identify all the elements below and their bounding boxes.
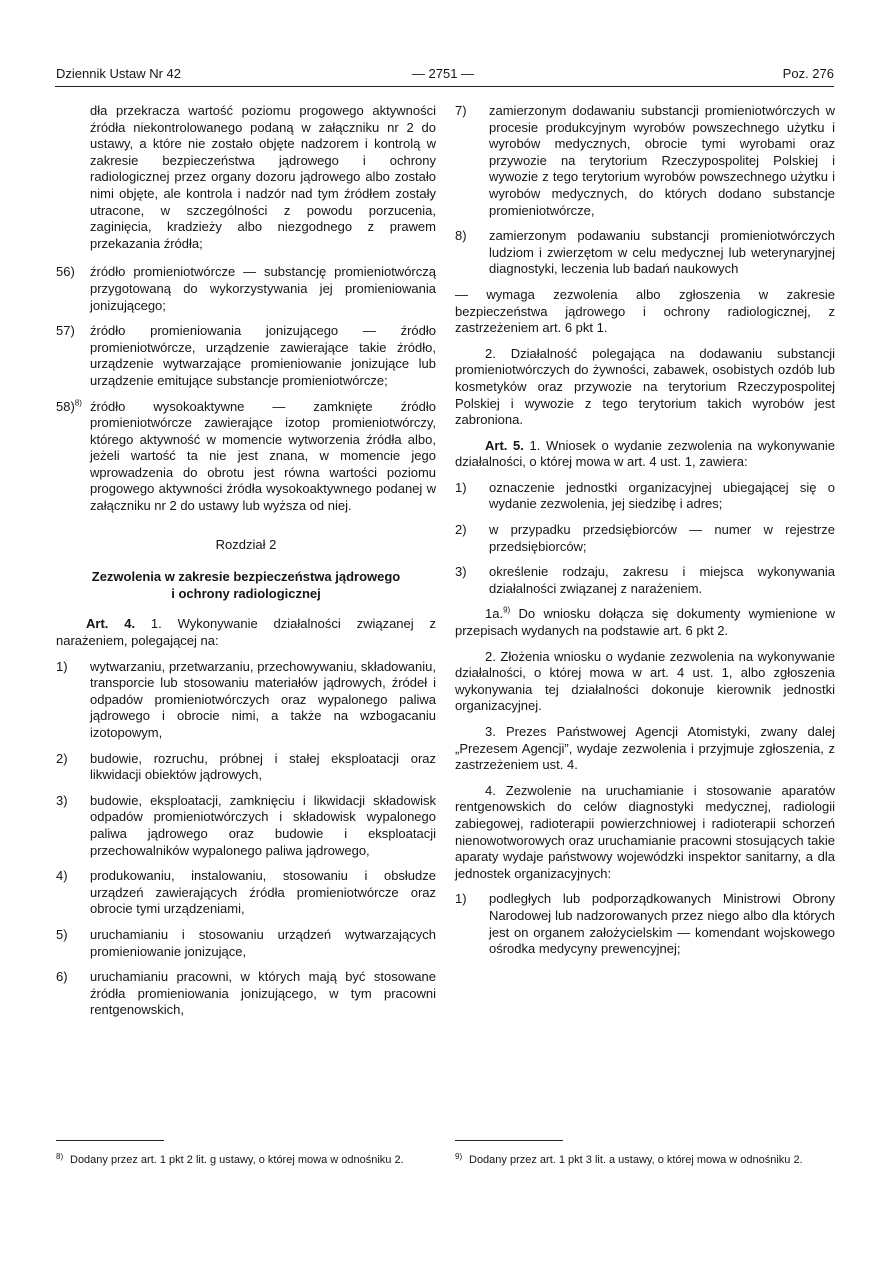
article-5-intro: Art. 5. 1. Wniosek o wydanie zezwolenia na wykonywanie działalności, o której mowa w art. 4 ust. 1, zawiera: bbox=[455, 437, 835, 470]
article-label: Art. 5. bbox=[485, 437, 524, 453]
chapter-label: Rozdział 2 bbox=[215, 536, 277, 552]
chapter-title-line-1: Zezwolenia w zakresie bezpieczeństwa jądrowego bbox=[91, 569, 401, 585]
footnote-rule bbox=[455, 1140, 563, 1141]
list-item: 4) produkowaniu, instalowaniu, stosowaniu i obsłudze urządzeń zawierających źródła promieniotwórcze oraz obrocie tymi urządzeniami, bbox=[56, 868, 436, 917]
article-5-paragraph-3: 3. Prezes Państwowej Agencji Atomistyki, zwany dalej „Prezesem Agencji”, wydaje zezwolenia i przyjmuje zgłoszenia, z zastrzeżeniem ust. 4. bbox=[455, 724, 835, 773]
list-item: 7) zamierzonym dodawaniu substancji promieniotwórczych w procesie produkcyjnym wyrobów powszechnego użytku i wyrobów medycznych, obrocie tymi wyrobami oraz przywozie na terytorium Rzeczypospolitej Polskiej i wywozie z tego terytorium wyrobów powszechnego użytku i wyrobów medycznych, do których dodano substancje promieniotwórcze, bbox=[455, 103, 835, 218]
article-4-paragraph-2: 2. Działalność polegająca na dodawaniu substancji promieniotwórczych do żywności, zabawek, osobistych ozdób lub kosmetyków oraz przywozie na terytorium Rzeczypospolitej Polskiej i wywozie z tego terytorium takich wyrobów jest zabroniona. bbox=[455, 345, 835, 428]
article-5-paragraph-2: 2. Złożenia wniosku o wydanie zezwolenia na wykonywanie działalności, o której mowa w art. 4 ust. 1, albo zgłoszenia wykonywania tej działalności dokonuje kierownik jednostki organizacyjnej. bbox=[455, 648, 835, 714]
definition-text: źródło wysokoaktywne — zamknięte źródło promieniotwórcze zawierające izotop promieniotwórczy, którego aktywność w momencie wytworzenia źródła albo, jeżeli wartość ta nie jest znana, w momencie jego wprowadzenia do obrotu jest równa wartości poziomu progowego aktywności źródła wysokoaktywnego podanej w załączniku nr 2 do ustawy lub wyższa od niej. bbox=[90, 398, 436, 514]
footnote-ref-8: 8) bbox=[74, 398, 82, 408]
chapter-title-line-2: i ochrony radiologicznej bbox=[171, 585, 321, 601]
definition-number: 56) bbox=[56, 264, 75, 280]
list-item: 1) wytwarzaniu, przetwarzaniu, przechowywaniu, składowaniu, transporcie lub stosowaniu materiałów jądrowych, źródeł i odpadów promieniotwórczych oraz wypalonego paliwa jądrowego i obrocie nimi, a także na wzbogacaniu izotopowym, bbox=[56, 658, 436, 740]
definition-56 bbox=[56, 264, 436, 314]
header-rule bbox=[55, 86, 834, 87]
definition-55-continuation: dła przekracza wartość poziomu progowego aktywności źródła niekontrolowanego podaną w załączniku nr 2 do ustawy, a które nie zostało objęte nadzorem i kontrolą w zakresie bezpieczeństwa jądrowego i ochrony radiologicznej przez organy dozoru jądrowego albo zostało nimi objęte, ale kontrola i nadzór nad tym źródłem zostały utracone, w szczególności z powodu porzucenia, zaginięcia, kradzieży albo niezgodnego z prawem przekazania źródła; bbox=[90, 103, 436, 251]
footnote-ref-9: 9) bbox=[503, 606, 511, 616]
position-number: Poz. 276 bbox=[782, 66, 834, 81]
list-item: 3) budowie, eksploatacji, zamknięciu i likwidacji składowisk odpadów promieniotwórczych i składowisk wypalonego paliwa jądrowego oraz budowie i eksploatacji przechowalników wypalonego paliwa jądrowego, bbox=[56, 792, 436, 858]
page-number: — 2751 — bbox=[411, 66, 475, 81]
list-item: 1) podległych lub podporządkowanych Ministrowi Obrony Narodowej lub nadzorowanych przez niego albo dla których jest on organem założycielskim — komendant wojskowego ośrodka medycyny prewencyjnej; bbox=[455, 891, 835, 957]
article-4-intro: Art. 4. 1. Wykonywanie działalności związanej z narażeniem, polegającej na: bbox=[56, 616, 436, 649]
article-5-paragraph-4: 4. Zezwolenie na uruchamianie i stosowanie aparatów rentgenowskich do celów diagnostyki medycznej, radiologii zabiegowej, radioterapii powierzchniowej i radioterapii schorzeń nienowotworowych oraz uruchamianie pracowni stosujących takie aparaty wydaje państwowy wojewódzki inspektor sanitarny, a dla jednostek organizacyjnych: bbox=[455, 782, 835, 881]
footnote-9 bbox=[455, 1153, 835, 1167]
footnote-number: 8) bbox=[56, 1152, 64, 1161]
definition-57 bbox=[56, 323, 436, 389]
article-4-closing: — wymaga zezwolenia albo zgłoszenia w zakresie bezpieczeństwa jądrowego i ochrony radiologicznej, z zastrzeżeniem art. 6 pkt 1. bbox=[455, 286, 835, 336]
article-5-paragraph-1a: 1a.$^{9)}$ Do wniosku dołącza się dokumenty wymienione w przepisach wydanych na podstawie art. 6 pkt 2. bbox=[455, 606, 835, 639]
list-item: 2) budowie, rozruchu, próbnej i stałej eksploatacji oraz likwidacji obiektów jądrowych, bbox=[56, 750, 436, 783]
list-item: 6) uruchamianiu pracowni, w których mają być stosowane źródła promieniowania jonizującego, w tym pracowni rentgenowskich, bbox=[56, 969, 436, 1018]
definition-text: źródło promieniotwórcze — substancję promieniotwórczą przygotowaną do wykorzystywania jej promieniowania jonizującego; bbox=[90, 264, 436, 313]
definition-58 bbox=[56, 399, 436, 515]
definition-text: źródło promieniowania jonizującego — źródło promieniotwórcze, urządzenie zawierające takie źródło, urządzenie wytwarzające promieniowanie jonizujące lub urządzenie emitujące substancje promieniotwórcze; bbox=[90, 323, 436, 388]
footnote-text: Dodany przez art. 1 pkt 3 lit. a ustawy, o której mowa w odnośniku 2. bbox=[469, 1154, 803, 1166]
right-column bbox=[455, 103, 835, 958]
definition-number: 58)$^{8)}$ bbox=[56, 398, 82, 414]
footnote-8 bbox=[56, 1153, 438, 1167]
footnote-number: 9) bbox=[455, 1152, 463, 1161]
list-item: 5) uruchamianiu i stosowaniu urządzeń wytwarzających promieniowanie jonizujące, bbox=[56, 926, 436, 959]
footnote-rule bbox=[56, 1140, 164, 1141]
article-label: Art. 4. bbox=[86, 616, 136, 632]
footnote-text: Dodany przez art. 1 pkt 2 lit. g ustawy, o której mowa w odnośniku 2. bbox=[70, 1154, 404, 1166]
list-item: 2) w przypadku przedsiębiorców — numer w rejestrze przedsiębiorców; bbox=[455, 522, 835, 554]
list-item: 1) oznaczenie jednostki organizacyjnej ubiegającej się o wydanie zezwolenia, jej siedzibę i adres; bbox=[455, 479, 835, 512]
running-header-journal: Dziennik Ustaw Nr 42 bbox=[56, 66, 181, 81]
list-item: 3) określenie rodzaju, zakresu i miejsca wykonywania działalności związanej z narażeniem. bbox=[455, 564, 835, 596]
left-column bbox=[56, 103, 436, 1019]
list-item: 8) zamierzonym podawaniu substancji promieniotwórczych ludziom i zwierzętom w celu medycznej lub weterynaryjnej diagnostyki, leczenia lub badań naukowych bbox=[455, 228, 835, 277]
definition-number: 57) bbox=[56, 323, 75, 339]
